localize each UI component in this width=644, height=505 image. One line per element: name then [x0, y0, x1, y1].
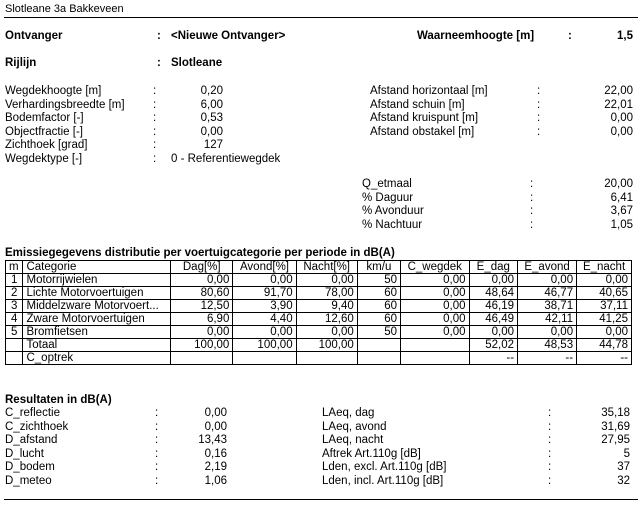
emission-cell: Motorrijwielen	[23, 274, 171, 287]
ontvanger-value: <Nieuwe Ontvanger>	[171, 30, 286, 42]
emission-cell: 41,25	[577, 313, 632, 326]
result-left-label: D_lucht	[5, 447, 44, 460]
left-param-value: 0,00	[200, 125, 223, 138]
emission-cell: 60	[357, 300, 400, 313]
traffic-param-colon: :	[530, 178, 534, 190]
emission-cell: Zware Motorvoertuigen	[23, 313, 171, 326]
emission-cell: C_optrek	[23, 352, 171, 365]
result-left-value: 0,16	[204, 447, 227, 460]
emission-cell: --	[577, 352, 632, 365]
emission-cell: 0,00	[577, 274, 632, 287]
left-param-colon: :	[153, 152, 157, 165]
emission-header-cell: Avond[%]	[233, 261, 296, 274]
emission-cell: Bromfietsen	[23, 326, 171, 339]
left-param-colon: :	[153, 98, 157, 111]
emission-cell: 0,00	[577, 326, 632, 339]
emission-cell: 44,78	[577, 339, 632, 352]
emission-cell: 0,00	[233, 326, 296, 339]
emission-cell: 46,49	[469, 313, 518, 326]
emission-cell: 1	[6, 274, 23, 287]
waarneemhoogte-value: 1,5	[617, 30, 633, 42]
emission-header-cell: E_dag	[469, 261, 518, 274]
emission-cell: 78,00	[296, 287, 357, 300]
result-right-label: LAeq, dag	[322, 407, 375, 419]
emission-cell	[296, 352, 357, 365]
emission-cell	[6, 339, 23, 352]
emission-cell: 80,60	[171, 287, 233, 300]
emission-cell: 0,00	[233, 274, 296, 287]
left-param-value: 0,53	[200, 112, 223, 124]
emission-cell: 6,90	[171, 313, 233, 326]
left-param-label: Objectfractie [-]	[5, 125, 83, 138]
emission-header-cell: E_nacht	[577, 261, 632, 274]
result-left-value: 2,19	[204, 461, 227, 473]
result-right-label: Lden, excl. Art.110g [dB]	[322, 461, 447, 473]
right-param-value: 22,00	[604, 85, 633, 97]
result-left-colon: :	[155, 447, 159, 460]
emission-cell: 0,00	[469, 326, 518, 339]
emission-header-cell: E_avond	[518, 261, 577, 274]
emission-cell: 37,11	[577, 300, 632, 313]
emission-cell: 52,02	[469, 339, 518, 352]
emission-cell: 3	[6, 300, 23, 313]
emission-row	[6, 313, 632, 326]
emission-cell	[401, 339, 470, 352]
emission-cell: 2	[6, 287, 23, 300]
traffic-param-label: % Avonduur	[362, 205, 424, 217]
rijlijn-label: Rijlijn	[5, 57, 37, 69]
result-right-colon: :	[548, 447, 552, 460]
emission-cell: 50	[357, 326, 400, 339]
result-right-label: LAeq, avond	[322, 420, 387, 433]
result-right-colon: :	[548, 420, 552, 433]
emission-cell: 0,00	[401, 313, 470, 326]
emission-cell: 0,00	[401, 287, 470, 300]
result-right-value: 5	[623, 447, 630, 460]
emission-cell: 100,00	[171, 339, 233, 352]
result-left-colon: :	[155, 434, 159, 446]
emission-cell: 12,60	[296, 313, 357, 326]
result-right-colon: :	[548, 474, 552, 487]
right-param-value: 0,00	[610, 112, 633, 124]
result-right-value: 27,95	[601, 434, 630, 446]
result-right-value: 31,69	[601, 420, 630, 433]
emission-cell: 50	[357, 274, 400, 287]
left-param-value: 0,20	[200, 85, 223, 97]
result-right-label: Aftrek Art.110g [dB]	[322, 447, 421, 460]
emission-header-cell: Dag[%]	[171, 261, 233, 274]
emission-cell	[401, 352, 470, 365]
traffic-param-colon: :	[530, 191, 534, 204]
emission-cell	[357, 352, 400, 365]
emission-cell: 91,70	[233, 287, 296, 300]
emission-cell: 12,50	[171, 300, 233, 313]
left-param-label: Zichthoek [grad]	[5, 139, 88, 151]
result-left-value: 1,06	[204, 474, 227, 487]
waarneemhoogte-label: Waarneemhoogte [m]	[417, 30, 535, 42]
result-left-colon: :	[155, 474, 159, 487]
emission-cell: 9,40	[296, 300, 357, 313]
emission-header-cell: Nacht[%]	[296, 261, 357, 274]
emission-header-cell: m	[6, 261, 23, 274]
result-left-label: D_afstand	[5, 434, 58, 446]
emission-cell: 48,64	[469, 287, 518, 300]
emission-cell: 60	[357, 287, 400, 300]
traffic-param-value: 3,67	[610, 205, 633, 217]
emission-cell: 0,00	[469, 274, 518, 287]
emission-cell: 0,00	[401, 274, 470, 287]
left-param-label: Verhardingsbreedte [m]	[5, 98, 125, 111]
result-right-value: 35,18	[601, 407, 630, 419]
emission-total-row	[6, 339, 632, 352]
emission-header-cell: km/u	[357, 261, 400, 274]
right-param-colon: :	[537, 98, 541, 111]
result-right-value: 37	[617, 461, 630, 473]
result-left-value: 0,00	[204, 407, 227, 419]
emission-cell: 60	[357, 313, 400, 326]
traffic-param-value: 1,05	[610, 218, 633, 231]
traffic-param-value: 6,41	[610, 191, 633, 204]
emission-row	[6, 300, 632, 313]
result-left-label: D_bodem	[5, 461, 55, 473]
emission-row	[6, 274, 632, 287]
emission-cell: 4	[6, 313, 23, 326]
emission-cell: 0,00	[296, 274, 357, 287]
emission-header-row	[6, 261, 632, 274]
traffic-param-colon: :	[530, 218, 534, 231]
emission-cell	[357, 339, 400, 352]
emission-cell: 0,00	[401, 300, 470, 313]
result-left-label: C_zichthoek	[5, 420, 69, 433]
emission-cell: --	[518, 352, 577, 365]
emission-cell: 46,19	[469, 300, 518, 313]
emission-cell: 0,00	[171, 326, 233, 339]
header-divider	[4, 17, 638, 18]
emission-cell	[233, 352, 296, 365]
emission-table	[5, 260, 632, 365]
result-left-label: C_reflectie	[5, 407, 60, 419]
result-right-value: 32	[617, 474, 630, 487]
left-param-colon: :	[153, 112, 157, 124]
traffic-param-label: Q_etmaal	[362, 178, 412, 190]
emission-cell: 0,00	[401, 326, 470, 339]
result-right-colon: :	[548, 407, 552, 419]
ontvanger-colon: :	[157, 30, 161, 42]
traffic-param-value: 20,00	[604, 178, 633, 190]
result-left-label: D_meteo	[5, 474, 52, 487]
result-left-colon: :	[155, 461, 159, 473]
results-title: Resultaten in dB(A)	[5, 394, 112, 406]
result-left-value: 13,43	[198, 434, 227, 446]
right-param-label: Afstand kruispunt [m]	[370, 112, 479, 124]
emission-cell: 38,71	[518, 300, 577, 313]
emission-header-cell: Categorie	[23, 261, 171, 274]
emission-header-cell: C_wegdek	[401, 261, 470, 274]
emission-cell: 42,11	[518, 313, 577, 326]
right-param-colon: :	[537, 125, 541, 138]
left-param-label: Wegdekhoogte [m]	[5, 85, 102, 97]
right-param-label: Afstand schuin [m]	[370, 98, 465, 111]
result-right-label: LAeq, nacht	[322, 434, 384, 446]
left-param-value: 127	[203, 139, 223, 151]
emission-row	[6, 326, 632, 339]
emission-cell: --	[469, 352, 518, 365]
traffic-param-colon: :	[530, 205, 534, 217]
right-param-label: Afstand obstakel [m]	[370, 125, 475, 138]
right-param-value: 0,00	[610, 125, 633, 138]
result-left-colon: :	[155, 407, 159, 419]
emission-cell: 0,00	[518, 274, 577, 287]
result-left-colon: :	[155, 420, 159, 433]
emission-cell: 46,77	[518, 287, 577, 300]
emission-cell: Lichte Motorvoertuigen	[23, 287, 171, 300]
left-param-label: Bodemfactor [-]	[5, 112, 84, 124]
emission-cell	[171, 352, 233, 365]
left-param-value: 0 - Referentiewegdek	[171, 152, 281, 165]
emission-cell: 3,90	[233, 300, 296, 313]
emission-cell: 40,65	[577, 287, 632, 300]
emission-cell: 5	[6, 326, 23, 339]
rijlijn-colon: :	[157, 57, 161, 69]
result-right-label: Lden, incl. Art.110g [dB]	[322, 474, 444, 487]
left-param-colon: :	[153, 139, 157, 151]
emission-cell: 100,00	[296, 339, 357, 352]
emission-cell: 48,53	[518, 339, 577, 352]
emission-row	[6, 287, 632, 300]
traffic-param-label: % Nachtuur	[362, 218, 423, 231]
right-param-value: 22,01	[604, 98, 633, 111]
right-param-label: Afstand horizontaal [m]	[370, 85, 488, 97]
ontvanger-label: Ontvanger	[5, 30, 63, 42]
rijlijn-value: Slotleane	[171, 57, 223, 69]
emission-cell: 0,00	[296, 326, 357, 339]
left-param-value: 6,00	[200, 98, 223, 111]
right-param-colon: :	[537, 112, 541, 124]
document-header-title: Slotleane 3a Bakkeveen	[5, 3, 124, 15]
emission-coptrek-row	[6, 352, 632, 365]
emission-cell: 4,40	[233, 313, 296, 326]
traffic-param-label: % Daguur	[362, 191, 414, 204]
emission-cell: Middelzware Motorvoert...	[23, 300, 171, 313]
right-param-colon: :	[537, 85, 541, 97]
emission-cell: Totaal	[23, 339, 171, 352]
waarneemhoogte-colon: :	[568, 30, 572, 42]
left-param-colon: :	[153, 125, 157, 138]
emission-title: Emissiegegevens distributie per voertuigcategorie per periode in dB(A)	[5, 247, 395, 259]
result-right-colon: :	[548, 434, 552, 446]
result-left-value: 0,00	[204, 420, 227, 433]
left-param-colon: :	[153, 85, 157, 97]
left-param-label: Wegdektype [-]	[5, 152, 83, 165]
footer-divider	[4, 499, 638, 500]
emission-cell: 100,00	[233, 339, 296, 352]
emission-cell	[6, 352, 23, 365]
result-right-colon: :	[548, 461, 552, 473]
emission-cell: 0,00	[171, 274, 233, 287]
emission-cell: 0,00	[518, 326, 577, 339]
